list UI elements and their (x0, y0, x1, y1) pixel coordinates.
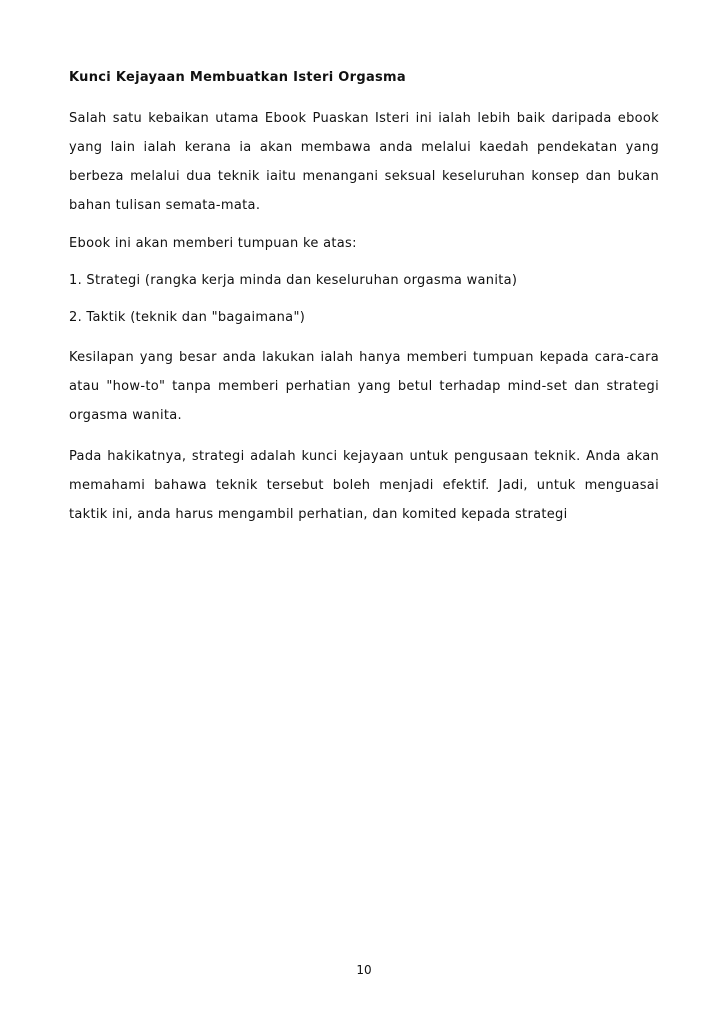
list-item-tactic: 2. Taktik (teknik dan "bagaimana") (69, 310, 306, 325)
page-body (69, 66, 659, 541)
paragraph-intro: Salah satu kebaikan utama Ebook Puaskan Isteri ini ialah lebih baik daripada ebook yang lain ialah kerana ia akan membawa anda melalui kaedah pendekatan yang berbeza melalui dua teknik iaitu menangani seksual keseluruhan konsep dan bukan bahan tulisan semata-mata. (69, 111, 659, 213)
page-number: 10 (356, 963, 372, 977)
paragraph-conclusion: Pada hakikatnya, strategi adalah kunci kejayaan untuk pengusaan teknik. Anda akan memahami bahawa teknik tersebut boleh menjadi efektif. Jadi, untuk menguasai taktik ini, anda harus mengambil perhatian, dan komited kepada strategi (69, 449, 659, 522)
list-item-strategy: 1. Strategi (rangka kerja minda dan keseluruhan orgasma wanita) (69, 273, 518, 288)
paragraph-mistake: Kesilapan yang besar anda lakukan ialah hanya memberi tumpuan kepada cara-cara atau "how-to" tanpa memberi perhatian yang betul terhadap mind-set dan strategi orgasma wanita. (69, 350, 659, 423)
paragraph-focus: Ebook ini akan memberi tumpuan ke atas: (69, 236, 357, 251)
section-heading: Kunci Kejayaan Membuatkan Isteri Orgasma (69, 70, 406, 85)
